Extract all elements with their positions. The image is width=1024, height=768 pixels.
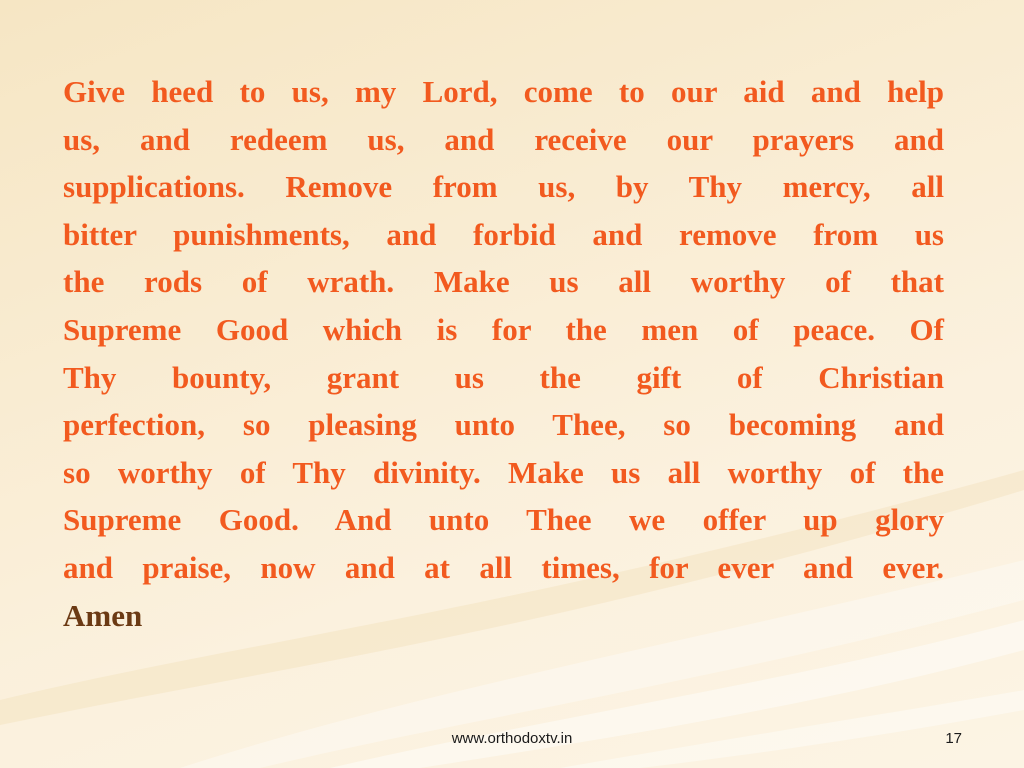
prayer-line: supplications. Remove from us, by Thy mercy, all (63, 169, 944, 205)
prayer-line: perfection, so pleasing unto Thee, so becoming and (63, 407, 944, 443)
prayer-line: Supreme Good which is for the men of peace. Of (63, 311, 944, 347)
prayer-text (63, 68, 944, 639)
prayer-closing-amen: Amen (63, 597, 143, 633)
slide-page-number: 17 (945, 730, 962, 747)
prayer-line: Give heed to us, my Lord, come to our aid and help (63, 74, 944, 109)
prayer-line: the rods of wrath. Make us all worthy of that (63, 264, 944, 300)
prayer-line: bitter punishments, and forbid and remove from us (63, 216, 944, 252)
prayer-line: so worthy of Thy divinity. Make us all worthy of the (63, 454, 944, 490)
prayer-line: us, and redeem us, and receive our prayers and (63, 121, 944, 157)
prayer-line: and praise, now and at all times, for ever and ever. (63, 549, 944, 585)
prayer-line: Supreme Good. And unto Thee we offer up glory (63, 502, 944, 538)
prayer-line: Thy bounty, grant us the gift of Christian (63, 359, 944, 395)
footer-website-url: www.orthodoxtv.in (451, 730, 573, 747)
